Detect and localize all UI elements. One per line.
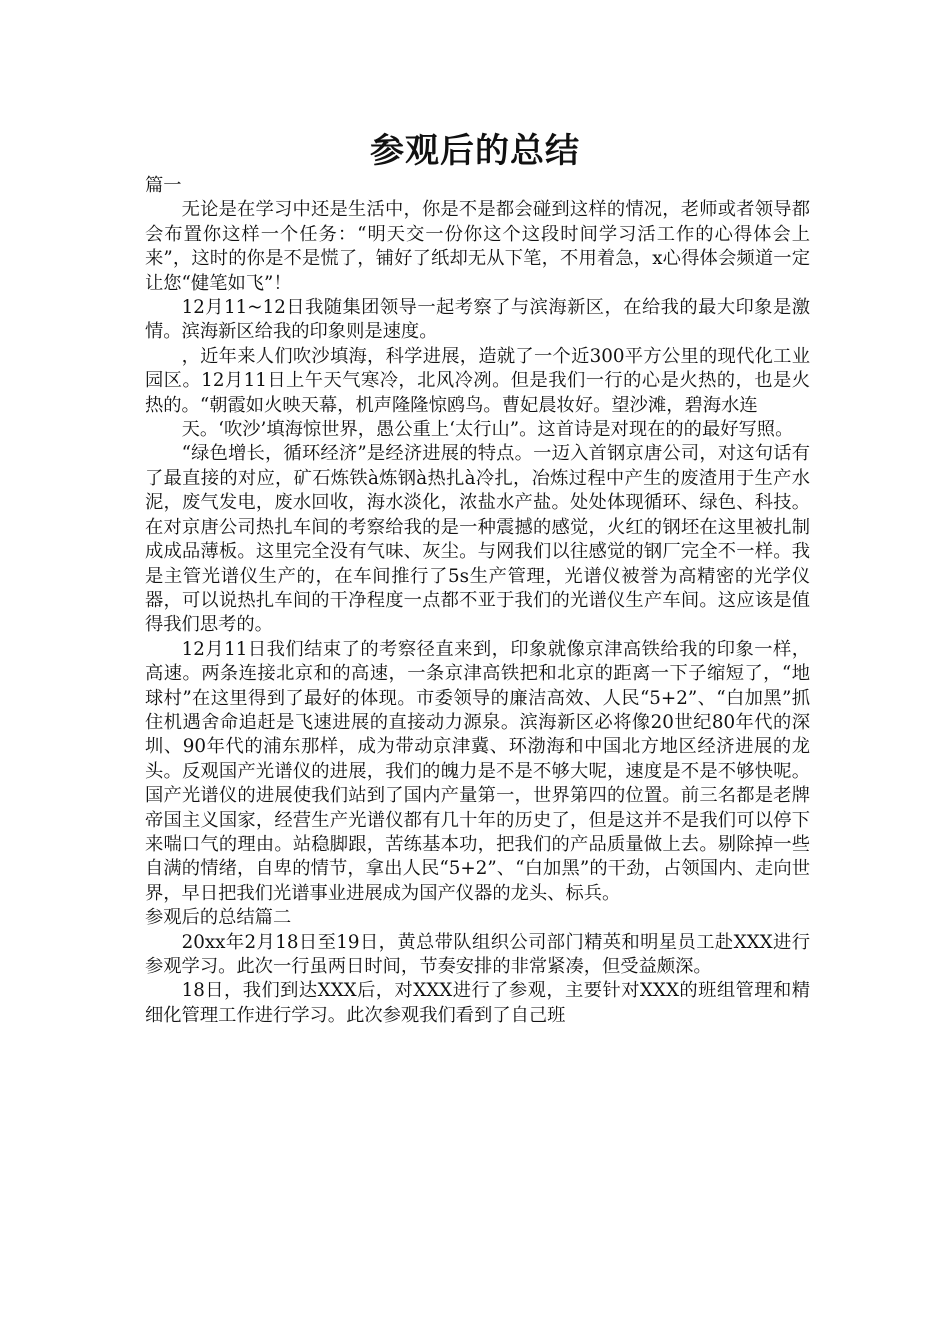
paragraph: 12月11日我们结束了的考察径直来到，印象就像京津高铁给我的印象一样，高速。两条连接北京和的高速，一条京津高铁把和北京的距离一下子缩短了，“地球村”在这里得到了最好的体现。市委领导的廉洁高效、人民“5+2”、“白加黑”抓住机遇舍命追赶是飞速进展的直接动力源泉。滨海新区必将像20世纪80年代的深圳、90年代的浦东那样，成为带动京津冀、环渤海和中国北方地区经济进展的龙头。反观国产光谱仪的进展，我们的魄力是不是不够大呢，速度是不是不够快呢。国产光谱仪的进展使我们站到了国内产量第一，世界第四的位置。前三名都是老牌帝国主义国家，经营生产光谱仪都有几十年的历史了，但是这并不是我们可以停下来喘口气的理由。站稳脚跟，苦练基本功，把我们的产品质量做上去。剔除掉一些自满的情绪，自卑的情节，拿出人民“5+2”、“白加黑”的干劲，占领国内、走向世界，早日把我们光谱事业进展成为国产仪器的龙头、标兵。 [145, 638, 810, 904]
paragraph: 12月11~12日我随集团领导一起考察了与滨海新区，在给我的最大印象是激情。滨海新区给我的印象则是速度。 [145, 297, 810, 343]
paragraph: 天。‘吹沙’填海惊世界，愚公重上‘太行山”。这首诗是对现在的的最好写照。 [181, 419, 794, 441]
document-title: 参观后的总结 [370, 131, 580, 171]
section-heading: 篇一 [145, 175, 182, 196]
section-heading: 参观后的总结篇二 [145, 907, 292, 929]
paragraph: 20xx年2月18日至19日，黄总带队组织公司部门精英和明星员工赴XXX进行参观学习。此次一行虽两日时间，节奏安排的非常紧凑，但受益颇深。 [145, 931, 810, 977]
document-body [145, 174, 810, 1028]
paragraph: 无论是在学习中还是生活中，你是不是都会碰到这样的情况，老师或者领导都会布置你这样一个任务：“明天交一份你这个这段时间学习活工作的心得体会上来”，这时的你是不是慌了，铺好了纸却无从下笔，不用着急，x心得体会频道一定让您“健笔如飞”！ [145, 199, 810, 294]
paragraph: “绿色增长，循环经济”是经济进展的特点。一迈入首钢京唐公司，对这句话有了最直接的对应，矿石炼铁à炼钢à热扎à冷扎，冶炼过程中产生的废渣用于生产水泥，废气发电，废水回收，海水淡化，浓盐水产盐。处处体现循环、绿色、科技。在对京唐公司热扎车间的考察给我的是一种震撼的感觉，火红的钢坯在这里被扎制成成品薄板。这里完全没有气味、灰尘。与网我们以往感觉的钢厂完全不一样。我是主管光谱仪生产的，在车间推行了5s生产管理，光谱仪被誉为高精密的光学仪器，可以说热扎车间的干净程度一点都不亚于我们的光谱仪生产车间。这应该是值得我们思考的。 [145, 443, 810, 636]
section-two [145, 906, 810, 1028]
section-one [145, 174, 810, 906]
paragraph: 18日，我们到达XXX后，对XXX进行了参观，主要针对XXX的班组管理和精细化管理工作进行学习。此次参观我们看到了自己班 [145, 980, 810, 1026]
paragraph: ，近年来人们吹沙填海，科学进展，造就了一个近300平方公里的现代化工业园区。12月11日上午天气寒冷，北风冷冽。但是我们一行的心是火热的，也是火热的。“朝霞如火映天幕，机声隆隆惊鸥鸟。曹妃晨妆好。望沙滩，碧海水连 [145, 345, 810, 416]
